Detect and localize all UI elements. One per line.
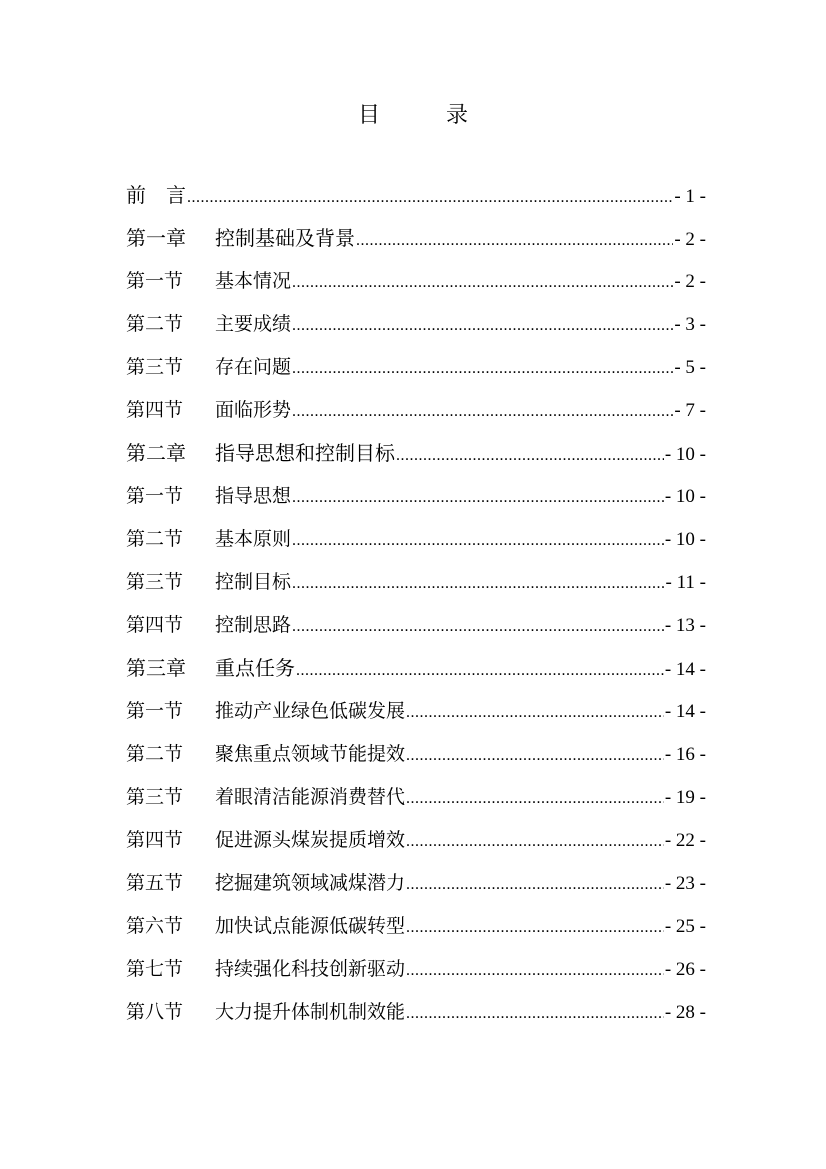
toc-dot-leader — [292, 397, 673, 427]
toc-entry-title: 控制目标 — [215, 571, 292, 593]
toc-dot-leader — [406, 913, 664, 943]
toc-dot-leader — [406, 956, 664, 986]
table-of-contents — [126, 180, 706, 1040]
toc-section-row[interactable] — [126, 954, 706, 997]
toc-dot-leader — [406, 741, 664, 771]
toc-entry-title: 指导思想和控制目标 — [215, 441, 395, 465]
toc-entry-title: 指导思想 — [215, 485, 292, 507]
toc-dot-leader — [406, 698, 664, 728]
toc-page-number: - 23 - — [664, 873, 706, 894]
toc-entry-title: 大力提升体制机制效能 — [215, 1001, 406, 1023]
toc-title: 目 录 — [357, 103, 490, 128]
toc-section-row[interactable] — [126, 739, 706, 782]
toc-page-number: - 13 - — [664, 615, 706, 636]
toc-page-number: - 14 - — [664, 659, 706, 680]
toc-page-number: - 22 - — [664, 830, 706, 851]
toc-dot-leader — [292, 526, 664, 556]
toc-section-row[interactable] — [126, 395, 706, 438]
toc-entry-label: 第三节 — [126, 571, 184, 593]
toc-dot-leader — [292, 483, 664, 513]
toc-page-number: - 11 - — [665, 572, 706, 593]
toc-entry-label: 第一节 — [126, 270, 184, 292]
toc-entry-title: 基本情况 — [215, 270, 292, 292]
toc-dot-leader — [292, 268, 673, 298]
toc-section-row[interactable] — [126, 352, 706, 395]
toc-entry-title: 着眼清洁能源消费替代 — [215, 786, 406, 808]
toc-page-number: - 28 - — [664, 1002, 706, 1023]
toc-entry-label: 第一章 — [126, 226, 186, 250]
toc-dot-leader — [406, 870, 664, 900]
toc-section-row[interactable] — [126, 567, 706, 610]
toc-section-row[interactable] — [126, 266, 706, 309]
toc-entry-label: 第二节 — [126, 313, 184, 335]
toc-entry-title: 面临形势 — [215, 399, 292, 421]
toc-section-row[interactable] — [126, 309, 706, 352]
toc-entry-title: 挖掘建筑领域减煤潜力 — [215, 872, 406, 894]
toc-entry-label: 第六节 — [126, 915, 184, 937]
toc-section-row[interactable] — [126, 911, 706, 954]
toc-entry-title: 持续强化科技创新驱动 — [215, 958, 406, 980]
toc-entry-label: 第三节 — [126, 356, 184, 378]
toc-entry-label: 第二章 — [126, 441, 186, 465]
toc-entry-title: 促进源头煤炭提质增效 — [215, 829, 406, 851]
toc-dot-leader — [187, 183, 673, 213]
toc-dot-leader — [292, 311, 673, 341]
toc-dot-leader — [406, 827, 664, 857]
toc-page-number: - 10 - — [664, 444, 706, 465]
toc-page-number: - 7 - — [674, 400, 706, 421]
toc-section-row[interactable] — [126, 524, 706, 567]
toc-chapter-row[interactable] — [126, 223, 706, 266]
toc-entry-label: 第一节 — [126, 700, 184, 722]
toc-page-number: - 10 - — [664, 486, 706, 507]
toc-dot-leader — [292, 354, 673, 384]
toc-page-number: - 5 - — [674, 357, 706, 378]
toc-entry-label: 第四节 — [126, 829, 184, 851]
toc-entry-label: 第七节 — [126, 958, 184, 980]
toc-page-number: - 26 - — [664, 959, 706, 980]
toc-entry-title: 控制基础及背景 — [215, 226, 355, 250]
toc-dot-leader — [406, 784, 664, 814]
toc-dot-leader — [296, 656, 664, 686]
toc-entry-label: 第三章 — [126, 656, 186, 680]
toc-dot-leader — [406, 999, 664, 1029]
toc-section-row[interactable] — [126, 997, 706, 1040]
toc-section-row[interactable] — [126, 868, 706, 911]
toc-entry-title: 推动产业绿色低碳发展 — [215, 700, 406, 722]
toc-dot-leader — [396, 441, 664, 471]
toc-entry-label: 第四节 — [126, 399, 184, 421]
toc-chapter-row[interactable] — [126, 180, 706, 223]
toc-entry-title: 聚焦重点领域节能提效 — [215, 743, 406, 765]
toc-entry-label: 前 言 — [126, 183, 186, 207]
toc-entry-label: 第八节 — [126, 1001, 184, 1023]
toc-entry-title: 主要成绩 — [215, 313, 292, 335]
toc-page-number: - 10 - — [664, 529, 706, 550]
toc-chapter-row[interactable] — [126, 438, 706, 481]
toc-entry-title: 基本原则 — [215, 528, 292, 550]
toc-entry-title: 重点任务 — [215, 656, 295, 680]
toc-section-row[interactable] — [126, 825, 706, 868]
toc-entry-label: 第四节 — [126, 614, 184, 636]
toc-page-number: - 2 - — [674, 229, 706, 250]
toc-entry-label: 第三节 — [126, 786, 184, 808]
toc-page-number: - 16 - — [664, 744, 706, 765]
toc-page-number: - 19 - — [664, 787, 706, 808]
toc-entry-label: 第五节 — [126, 872, 184, 894]
toc-page-number: - 3 - — [674, 314, 706, 335]
toc-dot-leader — [292, 569, 665, 599]
toc-section-row[interactable] — [126, 782, 706, 825]
toc-entry-label: 第二节 — [126, 743, 184, 765]
toc-entry-label: 第一节 — [126, 485, 184, 507]
toc-dot-leader — [356, 226, 673, 256]
toc-dot-leader — [292, 612, 664, 642]
toc-section-row[interactable] — [126, 610, 706, 653]
toc-entry-label: 第二节 — [126, 528, 184, 550]
toc-section-row[interactable] — [126, 696, 706, 739]
toc-entry-title: 存在问题 — [215, 356, 292, 378]
toc-page-number: - 25 - — [664, 916, 706, 937]
toc-chapter-row[interactable] — [126, 653, 706, 696]
toc-page-number: - 14 - — [664, 701, 706, 722]
toc-page-number: - 2 - — [674, 271, 706, 292]
toc-entry-title: 控制思路 — [215, 614, 292, 636]
toc-page-number: - 1 - — [674, 186, 706, 207]
toc-section-row[interactable] — [126, 481, 706, 524]
toc-entry-title: 加快试点能源低碳转型 — [215, 915, 406, 937]
